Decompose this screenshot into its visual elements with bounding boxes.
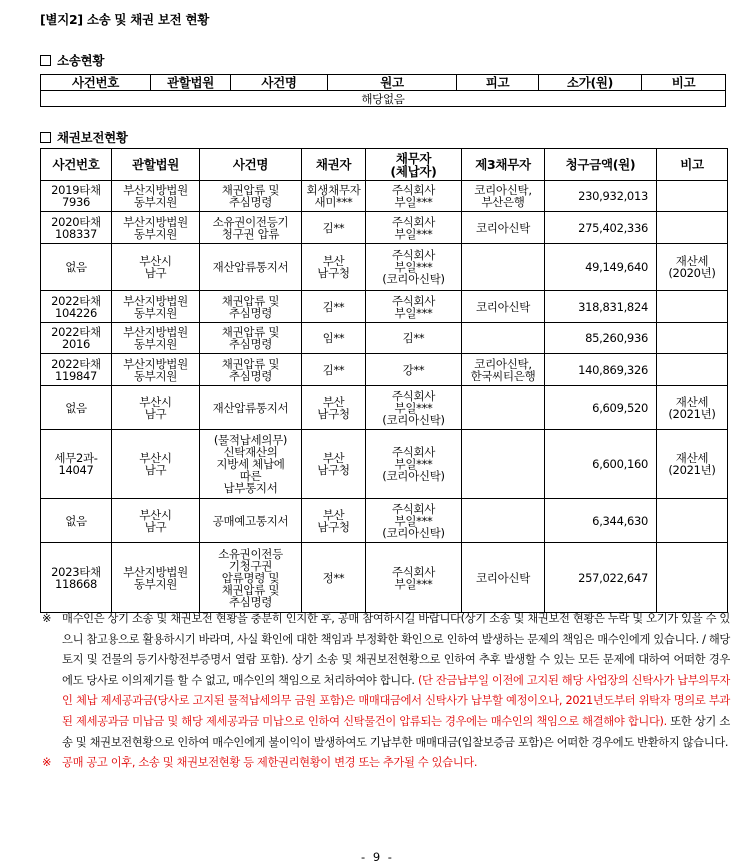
cell-claim-amount: 85,260,936: [545, 323, 657, 354]
cell-case-no: 세무2과- 14047: [41, 430, 112, 499]
col-header-case-no: 사건번호: [41, 149, 112, 181]
preservation-table: [40, 148, 728, 613]
cell-debtor: 강**: [366, 354, 462, 386]
table-row: [41, 244, 728, 291]
notes-block: [40, 609, 730, 774]
table-row: [41, 291, 728, 323]
table-row: [41, 543, 728, 613]
cell-court: 부산지방법원 동부지원: [112, 543, 200, 613]
preservation-section-heading: [40, 128, 128, 146]
cell-case-no: 없음: [41, 499, 112, 543]
col-header-claim-amount: 청구금액(원): [545, 149, 657, 181]
cell-court: 부산지방법원 동부지원: [112, 354, 200, 386]
lawsuit-header-row: [41, 75, 726, 91]
cell-case-name: 재산압류통지서: [200, 244, 302, 291]
col-header-remarks: 비고: [642, 75, 726, 91]
cell-creditor: 부산 남구청: [302, 386, 366, 430]
col-header-third-debtor: 제3채무자: [462, 149, 545, 181]
cell-case-no: 2019타채 7936: [41, 181, 112, 212]
cell-debtor: 김**: [366, 323, 462, 354]
col-header-creditor: 채권자: [302, 149, 366, 181]
cell-creditor: 김**: [302, 354, 366, 386]
square-bullet-icon: [40, 132, 51, 143]
cell-third-debtor: [462, 499, 545, 543]
cell-court: 부산시 남구: [112, 430, 200, 499]
cell-creditor: 부산 남구청: [302, 430, 366, 499]
cell-third-debtor: 코리아신탁: [462, 212, 545, 244]
cell-case-no: 2022타채 119847: [41, 354, 112, 386]
col-header-defendant: 피고: [457, 75, 539, 91]
table-row: [41, 386, 728, 430]
cell-creditor: 부산 남구청: [302, 499, 366, 543]
cell-claim-amount: 6,609,520: [545, 386, 657, 430]
note-1-text: 매수인은 상기 소송 및 채권보전 현황을 충분히 인지한 후, 공매 참여하시길 바랍니다(상기 소송 및 채권보전 현황은 누락 및 오기가 있을 수 있으니 참고용으로 활용하시기 바라며, 사실 확인에 대한 책임과 부정확한 확인으로 인하여 발생하는 문제의 책임은 매수인에게 있습니다. / 해당 토지 및 건물의 등기사항전부증명서 열람 포함). 상기 소송 및 채권보전현황으로 인하여 추후 발생할 수 있는 모든 문제에 대하여 어떠한 경우에도 당사로 이의제기를 할 수 없고, 매수인의 책임으로 처리하여야 합니다.: [62, 612, 730, 687]
cell-case-no: 2022타채 104226: [41, 291, 112, 323]
cell-case-name: 채권압류 및 추심명령: [200, 323, 302, 354]
cell-debtor: 주식회사 부일***: [366, 181, 462, 212]
cell-third-debtor: [462, 323, 545, 354]
col-header-claim-value: 소가(원): [539, 75, 642, 91]
cell-court: 부산시 남구: [112, 499, 200, 543]
cell-case-no: 없음: [41, 244, 112, 291]
cell-remarks: [657, 323, 728, 354]
cell-third-debtor: [462, 430, 545, 499]
cell-third-debtor: [462, 386, 545, 430]
note-1-tail-text: 또한 상기 소송 및 채권보전현황으로 인하여 매수인에게 불이익이 발생하여도 기납부한 매매대금(입찰보증금 포함)은 어떠한 경우에도 반환하지 않습니다.: [62, 714, 730, 749]
col-header-court: 관할법원: [112, 149, 200, 181]
cell-third-debtor: [462, 244, 545, 291]
col-header-court: 관할법원: [151, 75, 231, 91]
cell-case-name: 재산압류통지서: [200, 386, 302, 430]
cell-creditor: 회생채무자 새미***: [302, 181, 366, 212]
col-header-case-name: 사건명: [231, 75, 328, 91]
cell-remarks: [657, 543, 728, 613]
cell-case-name: 공매예고통지서: [200, 499, 302, 543]
table-row: [41, 181, 728, 212]
cell-case-no: 없음: [41, 386, 112, 430]
col-header-case-name: 사건명: [200, 149, 302, 181]
preservation-heading-text: 채권보전현황: [57, 130, 128, 145]
cell-remarks: 재산세 (2021년): [657, 430, 728, 499]
note-2-text: 공매 공고 이후, 소송 및 채권보전현황 등 제한권리현황이 변경 또는 추가될 수 있습니다.: [62, 756, 478, 770]
cell-claim-amount: 257,022,647: [545, 543, 657, 613]
lawsuit-heading-text: 소송현황: [57, 53, 105, 68]
cell-court: 부산지방법원 동부지원: [112, 181, 200, 212]
cell-debtor: 주식회사 부일***: [366, 543, 462, 613]
cell-court: 부산시 남구: [112, 244, 200, 291]
preservation-header-row: [41, 149, 728, 181]
square-bullet-icon: [40, 55, 51, 66]
cell-third-debtor: 코리아신탁: [462, 543, 545, 613]
cell-case-no: 2023타채 118668: [41, 543, 112, 613]
cell-debtor: 주식회사 부일*** (코리아신탁): [366, 244, 462, 291]
lawsuit-table: [40, 74, 726, 107]
note-mark-icon: ※: [42, 756, 52, 770]
cell-case-name: 채권압류 및 추심명령: [200, 181, 302, 212]
cell-court: 부산지방법원 동부지원: [112, 323, 200, 354]
cell-debtor: 주식회사 부일***: [366, 291, 462, 323]
cell-third-debtor: 코리아신탁, 한국씨티은행: [462, 354, 545, 386]
cell-debtor: 주식회사 부일***: [366, 212, 462, 244]
table-row: [41, 354, 728, 386]
cell-creditor: 임**: [302, 323, 366, 354]
col-header-case-no: 사건번호: [41, 75, 151, 91]
cell-claim-amount: 140,869,326: [545, 354, 657, 386]
cell-remarks: 재산세 (2021년): [657, 386, 728, 430]
cell-creditor: 부산 남구청: [302, 244, 366, 291]
cell-claim-amount: 6,344,630: [545, 499, 657, 543]
cell-case-name: 소유권이전등 기청구권 압류명령 및 채권압류 및 추심명령: [200, 543, 302, 613]
note-2: [40, 753, 730, 774]
lawsuit-empty-row: [41, 91, 726, 107]
cell-claim-amount: 230,932,013: [545, 181, 657, 212]
cell-remarks: [657, 354, 728, 386]
cell-remarks: 재산세 (2020년): [657, 244, 728, 291]
cell-remarks: [657, 499, 728, 543]
lawsuit-empty-cell: 해당없음: [41, 91, 726, 107]
cell-court: 부산시 남구: [112, 386, 200, 430]
cell-case-name: 채권압류 및 추심명령: [200, 354, 302, 386]
lawsuit-section-heading: [40, 51, 104, 69]
page-number: - 9 -: [361, 850, 394, 864]
cell-creditor: 정**: [302, 543, 366, 613]
cell-claim-amount: 49,149,640: [545, 244, 657, 291]
document-title: [별지2] 소송 및 채권 보전 현황: [40, 12, 210, 27]
cell-creditor: 김**: [302, 291, 366, 323]
cell-remarks: [657, 181, 728, 212]
cell-case-no: 2020타채 108337: [41, 212, 112, 244]
table-row: [41, 212, 728, 244]
table-row: [41, 499, 728, 543]
cell-remarks: [657, 291, 728, 323]
col-header-plaintiff: 원고: [328, 75, 457, 91]
cell-third-debtor: 코리아신탁, 부산은행: [462, 181, 545, 212]
cell-debtor: 주식회사 부일*** (코리아신탁): [366, 430, 462, 499]
cell-court: 부산지방법원 동부지원: [112, 212, 200, 244]
cell-claim-amount: 318,831,824: [545, 291, 657, 323]
cell-case-no: 2022타채 2016: [41, 323, 112, 354]
cell-claim-amount: 275,402,336: [545, 212, 657, 244]
col-header-remarks: 비고: [657, 149, 728, 181]
note-1-warning-text: (단 잔금납부일 이전에 고지된 해당 사업장의 신탁사가 납부의무자인 체납 제세공과금(당사로 고지된 물적납세의무 금원 포함)은 매매대금에서 신탁사가 납부할 예정이오나, 2021년도부터 위탁자 명의로 부과된 제세공과금 미납금 및 해당 제세공과금 미납으로 인하여 신탁물건이 압류되는 경우에는 매수인의 책임으로 해결해야 합니다).: [62, 673, 730, 728]
cell-case-name: 채권압류 및 추심명령: [200, 291, 302, 323]
preservation-table-body: [41, 181, 728, 613]
cell-remarks: [657, 212, 728, 244]
note-1: [40, 609, 730, 753]
cell-debtor: 주식회사 부일*** (코리아신탁): [366, 499, 462, 543]
table-row: [41, 323, 728, 354]
cell-court: 부산지방법원 동부지원: [112, 291, 200, 323]
cell-claim-amount: 6,600,160: [545, 430, 657, 499]
note-mark-icon: ※: [42, 612, 52, 625]
cell-case-name: (물적납세의무) 신탁재산의 지방세 체납에 따른 납부통지서: [200, 430, 302, 499]
cell-debtor: 주식회사 부일*** (코리아신탁): [366, 386, 462, 430]
cell-case-name: 소유권이전등기 청구권 압류: [200, 212, 302, 244]
cell-creditor: 김**: [302, 212, 366, 244]
cell-third-debtor: 코리아신탁: [462, 291, 545, 323]
col-header-debtor: 채무자 (체납자): [366, 149, 462, 181]
table-row: [41, 430, 728, 499]
